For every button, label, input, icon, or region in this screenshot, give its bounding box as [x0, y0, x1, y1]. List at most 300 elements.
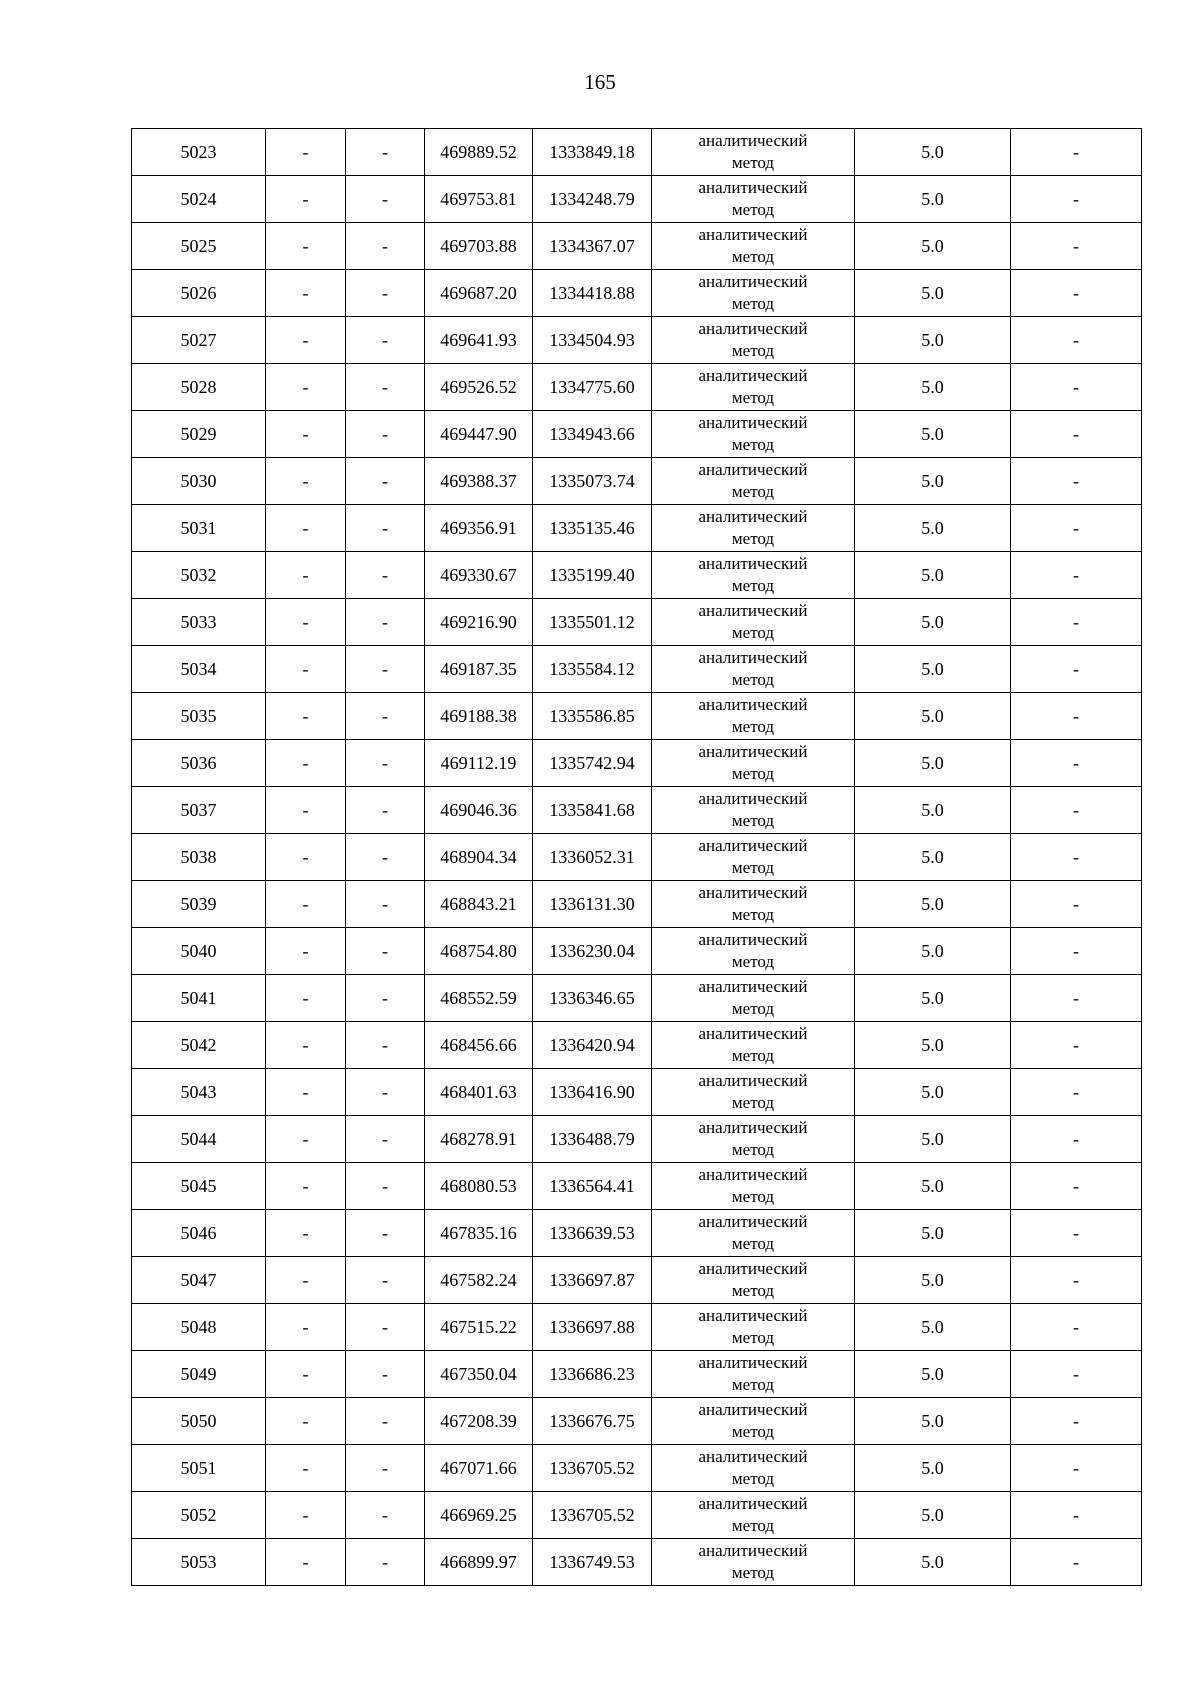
empty-column-2-cell: -: [266, 1539, 346, 1586]
empty-column-3-cell: -: [346, 646, 425, 693]
accuracy-cell: 5.0: [855, 1304, 1011, 1351]
method-line-2: метод: [731, 1093, 775, 1112]
empty-column-2-cell: -: [266, 693, 346, 740]
method-cell: [652, 1163, 855, 1210]
method-line-1: аналитический: [698, 1071, 808, 1090]
empty-column-8-cell: -: [1011, 740, 1142, 787]
accuracy-cell: 5.0: [855, 1351, 1011, 1398]
x-coordinate-cell: 467208.39: [425, 1398, 533, 1445]
method-cell: [652, 599, 855, 646]
method-line-1: аналитический: [698, 1541, 808, 1560]
table-row: [132, 1539, 1142, 1586]
accuracy-cell: 5.0: [855, 834, 1011, 881]
point-number-cell: 5031: [132, 505, 266, 552]
empty-column-8-cell: -: [1011, 1304, 1142, 1351]
method-cell: [652, 975, 855, 1022]
x-coordinate-cell: 469388.37: [425, 458, 533, 505]
table-row: [132, 411, 1142, 458]
method-cell: [652, 1022, 855, 1069]
method-cell: [652, 552, 855, 599]
point-number-cell: 5053: [132, 1539, 266, 1586]
y-coordinate-cell: 1336052.31: [533, 834, 652, 881]
y-coordinate-cell: 1334775.60: [533, 364, 652, 411]
method-line-2: метод: [731, 1469, 775, 1488]
accuracy-cell: 5.0: [855, 223, 1011, 270]
point-number-cell: 5048: [132, 1304, 266, 1351]
empty-column-8-cell: -: [1011, 1116, 1142, 1163]
table-row: [132, 1116, 1142, 1163]
empty-column-3-cell: -: [346, 458, 425, 505]
table-row: [132, 646, 1142, 693]
accuracy-cell: 5.0: [855, 1022, 1011, 1069]
empty-column-8-cell: -: [1011, 1445, 1142, 1492]
method-line-1: аналитический: [698, 883, 808, 902]
accuracy-cell: 5.0: [855, 740, 1011, 787]
y-coordinate-cell: 1333849.18: [533, 129, 652, 176]
method-line-1: аналитический: [698, 1259, 808, 1278]
method-line-2: метод: [731, 529, 775, 548]
empty-column-2-cell: -: [266, 599, 346, 646]
empty-column-3-cell: -: [346, 881, 425, 928]
empty-column-2-cell: -: [266, 787, 346, 834]
table-row: [132, 1069, 1142, 1116]
accuracy-cell: 5.0: [855, 1257, 1011, 1304]
method-line-2: метод: [731, 1046, 775, 1065]
y-coordinate-cell: 1335841.68: [533, 787, 652, 834]
table-row: [132, 975, 1142, 1022]
accuracy-cell: 5.0: [855, 693, 1011, 740]
accuracy-cell: 5.0: [855, 270, 1011, 317]
method-line-2: метод: [731, 435, 775, 454]
empty-column-3-cell: -: [346, 1539, 425, 1586]
empty-column-3-cell: -: [346, 364, 425, 411]
y-coordinate-cell: 1336420.94: [533, 1022, 652, 1069]
y-coordinate-cell: 1335199.40: [533, 552, 652, 599]
point-number-cell: 5043: [132, 1069, 266, 1116]
empty-column-2-cell: -: [266, 1492, 346, 1539]
accuracy-cell: 5.0: [855, 1445, 1011, 1492]
empty-column-8-cell: -: [1011, 599, 1142, 646]
method-cell: [652, 129, 855, 176]
point-number-cell: 5046: [132, 1210, 266, 1257]
empty-column-8-cell: -: [1011, 928, 1142, 975]
method-cell: [652, 176, 855, 223]
point-number-cell: 5033: [132, 599, 266, 646]
empty-column-2-cell: -: [266, 1022, 346, 1069]
y-coordinate-cell: 1336416.90: [533, 1069, 652, 1116]
method-cell: [652, 1304, 855, 1351]
empty-column-3-cell: -: [346, 1492, 425, 1539]
y-coordinate-cell: 1336564.41: [533, 1163, 652, 1210]
empty-column-8-cell: -: [1011, 223, 1142, 270]
method-line-2: метод: [731, 670, 775, 689]
empty-column-3-cell: -: [346, 1163, 425, 1210]
x-coordinate-cell: 468754.80: [425, 928, 533, 975]
point-number-cell: 5028: [132, 364, 266, 411]
method-line-1: аналитический: [698, 695, 808, 714]
empty-column-2-cell: -: [266, 1445, 346, 1492]
empty-column-2-cell: -: [266, 552, 346, 599]
method-line-1: аналитический: [698, 460, 808, 479]
method-cell: [652, 505, 855, 552]
method-cell: [652, 364, 855, 411]
empty-column-8-cell: -: [1011, 1069, 1142, 1116]
empty-column-3-cell: -: [346, 317, 425, 364]
x-coordinate-cell: 469046.36: [425, 787, 533, 834]
x-coordinate-cell: 469216.90: [425, 599, 533, 646]
point-number-cell: 5044: [132, 1116, 266, 1163]
table-row: [132, 1163, 1142, 1210]
method-cell: [652, 693, 855, 740]
method-line-1: аналитический: [698, 1165, 808, 1184]
y-coordinate-cell: 1335742.94: [533, 740, 652, 787]
method-line-2: метод: [731, 717, 775, 736]
empty-column-8-cell: -: [1011, 1492, 1142, 1539]
empty-column-8-cell: -: [1011, 458, 1142, 505]
empty-column-2-cell: -: [266, 1163, 346, 1210]
method-line-2: метод: [731, 1281, 775, 1300]
method-line-2: метод: [731, 1234, 775, 1253]
y-coordinate-cell: 1335586.85: [533, 693, 652, 740]
empty-column-8-cell: -: [1011, 693, 1142, 740]
method-cell: [652, 1445, 855, 1492]
method-cell: [652, 317, 855, 364]
accuracy-cell: 5.0: [855, 317, 1011, 364]
x-coordinate-cell: 466899.97: [425, 1539, 533, 1586]
empty-column-3-cell: -: [346, 505, 425, 552]
x-coordinate-cell: 468843.21: [425, 881, 533, 928]
y-coordinate-cell: 1334248.79: [533, 176, 652, 223]
empty-column-3-cell: -: [346, 1210, 425, 1257]
method-line-2: метод: [731, 388, 775, 407]
empty-column-8-cell: -: [1011, 176, 1142, 223]
empty-column-2-cell: -: [266, 411, 346, 458]
empty-column-8-cell: -: [1011, 1022, 1142, 1069]
method-line-2: метод: [731, 1187, 775, 1206]
empty-column-3-cell: -: [346, 270, 425, 317]
method-line-1: аналитический: [698, 1118, 808, 1137]
empty-column-3-cell: -: [346, 1398, 425, 1445]
point-number-cell: 5026: [132, 270, 266, 317]
method-cell: [652, 1492, 855, 1539]
method-line-1: аналитический: [698, 742, 808, 761]
method-line-2: метод: [731, 247, 775, 266]
accuracy-cell: 5.0: [855, 1116, 1011, 1163]
method-line-2: метод: [731, 905, 775, 924]
table-row: [132, 1257, 1142, 1304]
method-line-1: аналитический: [698, 225, 808, 244]
empty-column-3-cell: -: [346, 552, 425, 599]
accuracy-cell: 5.0: [855, 599, 1011, 646]
point-number-cell: 5037: [132, 787, 266, 834]
empty-column-3-cell: -: [346, 1116, 425, 1163]
method-cell: [652, 1398, 855, 1445]
point-number-cell: 5041: [132, 975, 266, 1022]
empty-column-2-cell: -: [266, 1398, 346, 1445]
method-line-1: аналитический: [698, 1400, 808, 1419]
empty-column-8-cell: -: [1011, 1398, 1142, 1445]
method-line-2: метод: [731, 576, 775, 595]
x-coordinate-cell: 469889.52: [425, 129, 533, 176]
table-row: [132, 129, 1142, 176]
method-cell: [652, 270, 855, 317]
table-row: [132, 1210, 1142, 1257]
method-line-1: аналитический: [698, 836, 808, 855]
y-coordinate-cell: 1334367.07: [533, 223, 652, 270]
method-line-1: аналитический: [698, 1353, 808, 1372]
accuracy-cell: 5.0: [855, 505, 1011, 552]
empty-column-8-cell: -: [1011, 364, 1142, 411]
table-row: [132, 693, 1142, 740]
x-coordinate-cell: 468456.66: [425, 1022, 533, 1069]
accuracy-cell: 5.0: [855, 1163, 1011, 1210]
y-coordinate-cell: 1336639.53: [533, 1210, 652, 1257]
point-number-cell: 5029: [132, 411, 266, 458]
table-row: [132, 1351, 1142, 1398]
empty-column-2-cell: -: [266, 317, 346, 364]
method-line-1: аналитический: [698, 507, 808, 526]
point-number-cell: 5040: [132, 928, 266, 975]
point-number-cell: 5030: [132, 458, 266, 505]
empty-column-8-cell: -: [1011, 129, 1142, 176]
y-coordinate-cell: 1336686.23: [533, 1351, 652, 1398]
method-cell: [652, 458, 855, 505]
table-row: [132, 599, 1142, 646]
method-line-2: метод: [731, 1328, 775, 1347]
method-line-2: метод: [731, 1140, 775, 1159]
method-cell: [652, 223, 855, 270]
x-coordinate-cell: 468278.91: [425, 1116, 533, 1163]
method-cell: [652, 1069, 855, 1116]
method-cell: [652, 1539, 855, 1586]
empty-column-2-cell: -: [266, 1257, 346, 1304]
accuracy-cell: 5.0: [855, 364, 1011, 411]
x-coordinate-cell: 467071.66: [425, 1445, 533, 1492]
empty-column-8-cell: -: [1011, 1210, 1142, 1257]
x-coordinate-cell: 469187.35: [425, 646, 533, 693]
point-number-cell: 5042: [132, 1022, 266, 1069]
table-row: [132, 881, 1142, 928]
method-cell: [652, 1210, 855, 1257]
method-line-1: аналитический: [698, 1024, 808, 1043]
accuracy-cell: 5.0: [855, 1210, 1011, 1257]
empty-column-2-cell: -: [266, 223, 346, 270]
empty-column-8-cell: -: [1011, 270, 1142, 317]
accuracy-cell: 5.0: [855, 129, 1011, 176]
method-line-2: метод: [731, 482, 775, 501]
empty-column-3-cell: -: [346, 599, 425, 646]
table-row: [132, 505, 1142, 552]
table-row: [132, 1304, 1142, 1351]
x-coordinate-cell: 468904.34: [425, 834, 533, 881]
method-cell: [652, 646, 855, 693]
method-line-1: аналитический: [698, 272, 808, 291]
x-coordinate-cell: 469641.93: [425, 317, 533, 364]
y-coordinate-cell: 1336230.04: [533, 928, 652, 975]
y-coordinate-cell: 1334418.88: [533, 270, 652, 317]
table-row: [132, 1492, 1142, 1539]
accuracy-cell: 5.0: [855, 1492, 1011, 1539]
empty-column-3-cell: -: [346, 740, 425, 787]
empty-column-8-cell: -: [1011, 411, 1142, 458]
method-cell: [652, 411, 855, 458]
empty-column-2-cell: -: [266, 646, 346, 693]
method-cell: [652, 1257, 855, 1304]
point-number-cell: 5034: [132, 646, 266, 693]
point-number-cell: 5024: [132, 176, 266, 223]
x-coordinate-cell: 469703.88: [425, 223, 533, 270]
empty-column-8-cell: -: [1011, 505, 1142, 552]
point-number-cell: 5047: [132, 1257, 266, 1304]
point-number-cell: 5050: [132, 1398, 266, 1445]
method-line-1: аналитический: [698, 977, 808, 996]
empty-column-3-cell: -: [346, 834, 425, 881]
y-coordinate-cell: 1336676.75: [533, 1398, 652, 1445]
empty-column-3-cell: -: [346, 129, 425, 176]
empty-column-3-cell: -: [346, 1022, 425, 1069]
method-line-2: метод: [731, 858, 775, 877]
method-line-1: аналитический: [698, 1494, 808, 1513]
accuracy-cell: 5.0: [855, 411, 1011, 458]
empty-column-3-cell: -: [346, 1069, 425, 1116]
point-number-cell: 5027: [132, 317, 266, 364]
x-coordinate-cell: 468080.53: [425, 1163, 533, 1210]
accuracy-cell: 5.0: [855, 646, 1011, 693]
y-coordinate-cell: 1336697.87: [533, 1257, 652, 1304]
empty-column-8-cell: -: [1011, 975, 1142, 1022]
x-coordinate-cell: 467835.16: [425, 1210, 533, 1257]
table-row: [132, 928, 1142, 975]
empty-column-8-cell: -: [1011, 1351, 1142, 1398]
empty-column-2-cell: -: [266, 1210, 346, 1257]
x-coordinate-cell: 467350.04: [425, 1351, 533, 1398]
empty-column-8-cell: -: [1011, 317, 1142, 364]
table-row: [132, 1022, 1142, 1069]
empty-column-2-cell: -: [266, 975, 346, 1022]
y-coordinate-cell: 1334943.66: [533, 411, 652, 458]
accuracy-cell: 5.0: [855, 552, 1011, 599]
point-number-cell: 5038: [132, 834, 266, 881]
empty-column-3-cell: -: [346, 1304, 425, 1351]
accuracy-cell: 5.0: [855, 928, 1011, 975]
table-row: [132, 1398, 1142, 1445]
table-row: [132, 458, 1142, 505]
point-number-cell: 5052: [132, 1492, 266, 1539]
method-line-2: метод: [731, 200, 775, 219]
method-line-1: аналитический: [698, 601, 808, 620]
empty-column-2-cell: -: [266, 1351, 346, 1398]
method-line-2: метод: [731, 764, 775, 783]
empty-column-8-cell: -: [1011, 834, 1142, 881]
y-coordinate-cell: 1336705.52: [533, 1492, 652, 1539]
method-cell: [652, 881, 855, 928]
accuracy-cell: 5.0: [855, 176, 1011, 223]
method-line-1: аналитический: [698, 648, 808, 667]
x-coordinate-cell: 469447.90: [425, 411, 533, 458]
method-cell: [652, 740, 855, 787]
method-line-1: аналитический: [698, 1306, 808, 1325]
method-line-2: метод: [731, 153, 775, 172]
empty-column-2-cell: -: [266, 1116, 346, 1163]
empty-column-2-cell: -: [266, 176, 346, 223]
method-line-2: метод: [731, 341, 775, 360]
method-line-1: аналитический: [698, 366, 808, 385]
method-line-1: аналитический: [698, 131, 808, 150]
method-line-2: метод: [731, 999, 775, 1018]
empty-column-8-cell: -: [1011, 1163, 1142, 1210]
method-line-1: аналитический: [698, 1447, 808, 1466]
table-row: [132, 270, 1142, 317]
y-coordinate-cell: 1336131.30: [533, 881, 652, 928]
y-coordinate-cell: 1335135.46: [533, 505, 652, 552]
point-number-cell: 5025: [132, 223, 266, 270]
empty-column-8-cell: -: [1011, 1257, 1142, 1304]
point-number-cell: 5035: [132, 693, 266, 740]
accuracy-cell: 5.0: [855, 787, 1011, 834]
empty-column-8-cell: -: [1011, 1539, 1142, 1586]
accuracy-cell: 5.0: [855, 1069, 1011, 1116]
table-row: [132, 317, 1142, 364]
empty-column-3-cell: -: [346, 223, 425, 270]
y-coordinate-cell: 1335584.12: [533, 646, 652, 693]
y-coordinate-cell: 1336697.88: [533, 1304, 652, 1351]
empty-column-8-cell: -: [1011, 552, 1142, 599]
x-coordinate-cell: 469188.38: [425, 693, 533, 740]
x-coordinate-cell: 468552.59: [425, 975, 533, 1022]
empty-column-3-cell: -: [346, 928, 425, 975]
method-cell: [652, 1116, 855, 1163]
empty-column-2-cell: -: [266, 270, 346, 317]
x-coordinate-cell: 469687.20: [425, 270, 533, 317]
x-coordinate-cell: 466969.25: [425, 1492, 533, 1539]
method-line-2: метод: [731, 623, 775, 642]
method-line-2: метод: [731, 1516, 775, 1535]
table-row: [132, 787, 1142, 834]
point-number-cell: 5036: [132, 740, 266, 787]
point-number-cell: 5023: [132, 129, 266, 176]
empty-column-2-cell: -: [266, 928, 346, 975]
empty-column-3-cell: -: [346, 1445, 425, 1492]
empty-column-2-cell: -: [266, 740, 346, 787]
method-line-2: метод: [731, 1422, 775, 1441]
method-cell: [652, 787, 855, 834]
x-coordinate-cell: 469330.67: [425, 552, 533, 599]
y-coordinate-cell: 1336488.79: [533, 1116, 652, 1163]
empty-column-2-cell: -: [266, 1069, 346, 1116]
table-row: [132, 834, 1142, 881]
table-row: [132, 552, 1142, 599]
accuracy-cell: 5.0: [855, 881, 1011, 928]
table-row: [132, 176, 1142, 223]
empty-column-3-cell: -: [346, 176, 425, 223]
method-line-2: метод: [731, 952, 775, 971]
empty-column-3-cell: -: [346, 975, 425, 1022]
x-coordinate-cell: 469356.91: [425, 505, 533, 552]
y-coordinate-cell: 1335073.74: [533, 458, 652, 505]
point-number-cell: 5049: [132, 1351, 266, 1398]
point-number-cell: 5045: [132, 1163, 266, 1210]
method-line-1: аналитический: [698, 1212, 808, 1231]
y-coordinate-cell: 1336749.53: [533, 1539, 652, 1586]
method-line-1: аналитический: [698, 178, 808, 197]
y-coordinate-cell: 1336705.52: [533, 1445, 652, 1492]
x-coordinate-cell: 468401.63: [425, 1069, 533, 1116]
empty-column-2-cell: -: [266, 834, 346, 881]
method-line-1: аналитический: [698, 319, 808, 338]
y-coordinate-cell: 1334504.93: [533, 317, 652, 364]
y-coordinate-cell: 1336346.65: [533, 975, 652, 1022]
method-cell: [652, 928, 855, 975]
